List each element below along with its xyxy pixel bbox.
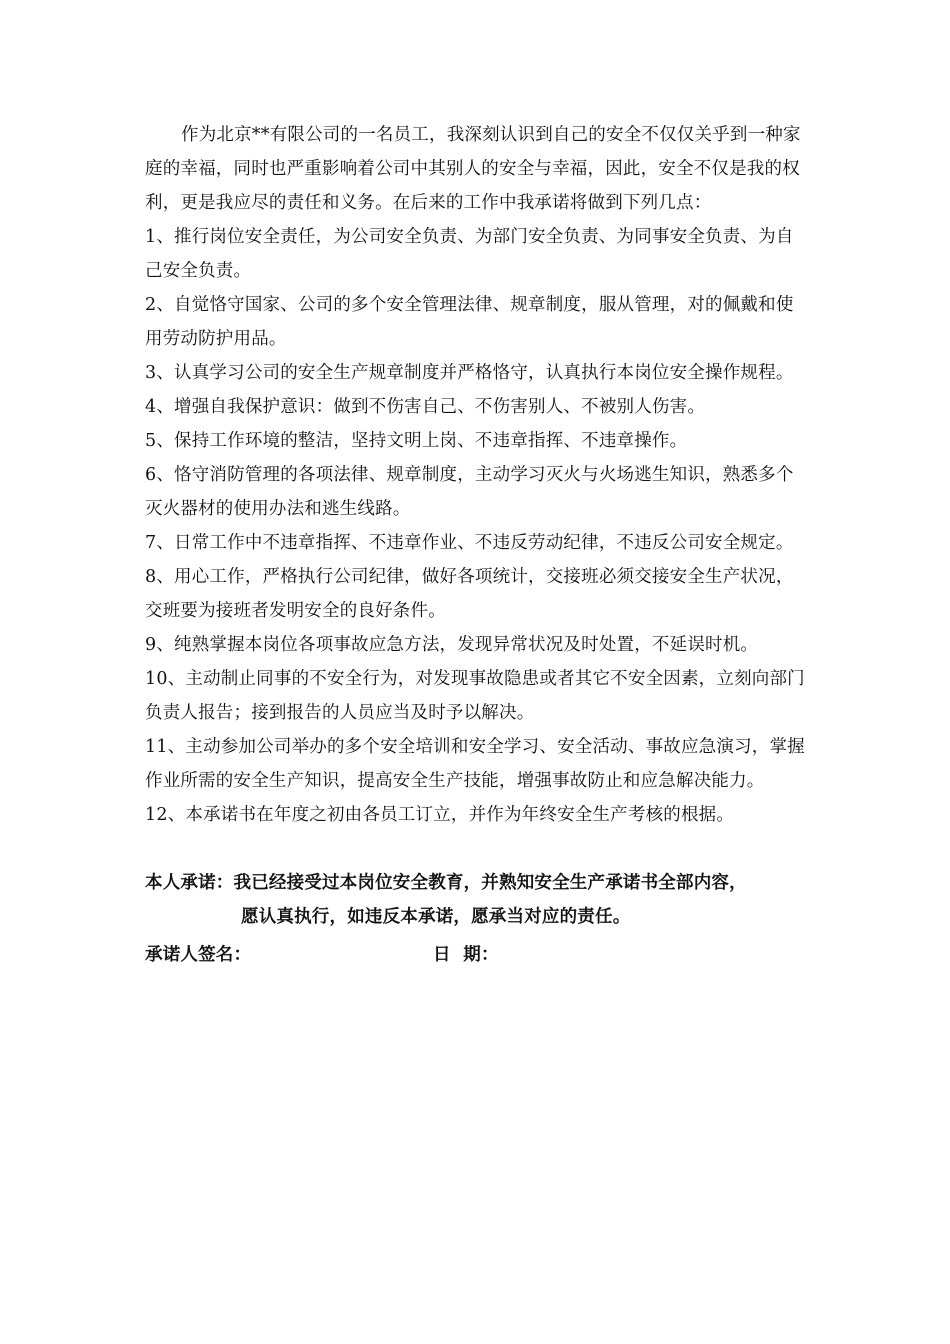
signer-label: 承诺人签名：	[145, 945, 252, 965]
commitment-list	[145, 220, 810, 832]
commitment-item-2: 2、自觉恪守国家、公司的多个安全管理法律、规章制度，服从管理，对的佩戴和使用劳动防护用品。	[145, 295, 794, 349]
signature-row	[145, 938, 810, 972]
commitment-item-10: 10、主动制止同事的不安全行为，对发现事故隐患或者其它不安全因素，立刻向部门负责人报告；接到报告的人员应当及时予以解决。	[145, 669, 805, 723]
commitment-item-12: 12、本承诺书在年度之初由各员工订立，并作为年终安全生产考核的根据。	[145, 805, 735, 825]
commitment-item-6: 6、恪守消防管理的各项法律、规章制度，主动学习灭火与火场逃生知识，熟悉多个灭火器材的使用办法和逃生线路。	[145, 465, 794, 519]
commitment-item-1: 1、推行岗位安全责任，为公司安全负责、为部门安全负责、为同事安全负责、为自己安全负责。	[145, 227, 794, 281]
commitment-item-3: 3、认真学习公司的安全生产规章制度并严格恪守，认真执行本岗位安全操作规程。	[145, 363, 794, 383]
commitment-item-9: 9、纯熟掌握本岗位各项事故应急方法，发现异常状况及时处置，不延误时机。	[145, 635, 759, 655]
commitment-item-4: 4、增强自我保护意识：做到不伤害自己、不伤害别人、不被别人伤害。	[145, 397, 706, 417]
pledge-statement	[145, 866, 810, 934]
commitment-item-7: 7、日常工作中不违章指挥、不违章作业、不违反劳动纪律，不违反公司安全规定。	[145, 533, 794, 553]
intro-paragraph: 作为北京**有限公司的一名员工，我深刻认识到自己的安全不仅仅关乎到一种家庭的幸福，同时也严重影响着公司中其别人的安全与幸福，因此，安全不仅是我的权利，更是我应尽的责任和义务。在后来的工作中我承诺将做到下列几点：	[145, 125, 801, 213]
commitment-item-5: 5、保持工作环境的整洁，坚持文明上岗、不违章指挥、不违章操作。	[145, 431, 688, 451]
pledge-line-1: 本人承诺：我已经接受过本岗位安全教育，并熟知安全生产承诺书全部内容，	[145, 873, 747, 893]
document-body	[145, 118, 810, 972]
pledge-line-2: 愿认真执行，如违反本承诺，愿承当对应的责任。	[241, 907, 631, 927]
date-label: 日 期：	[433, 945, 499, 965]
commitment-item-8: 8、用心工作，严格执行公司纪律，做好各项统计，交接班必须交接安全生产状况，交班要为接班者发明安全的良好条件。	[145, 567, 794, 621]
commitment-item-11: 11、主动参加公司举办的多个安全培训和安全学习、安全活动、事故应急演习，掌握作业所需的安全生产知识，提高安全生产技能，增强事故防止和应急解决能力。	[145, 737, 805, 791]
